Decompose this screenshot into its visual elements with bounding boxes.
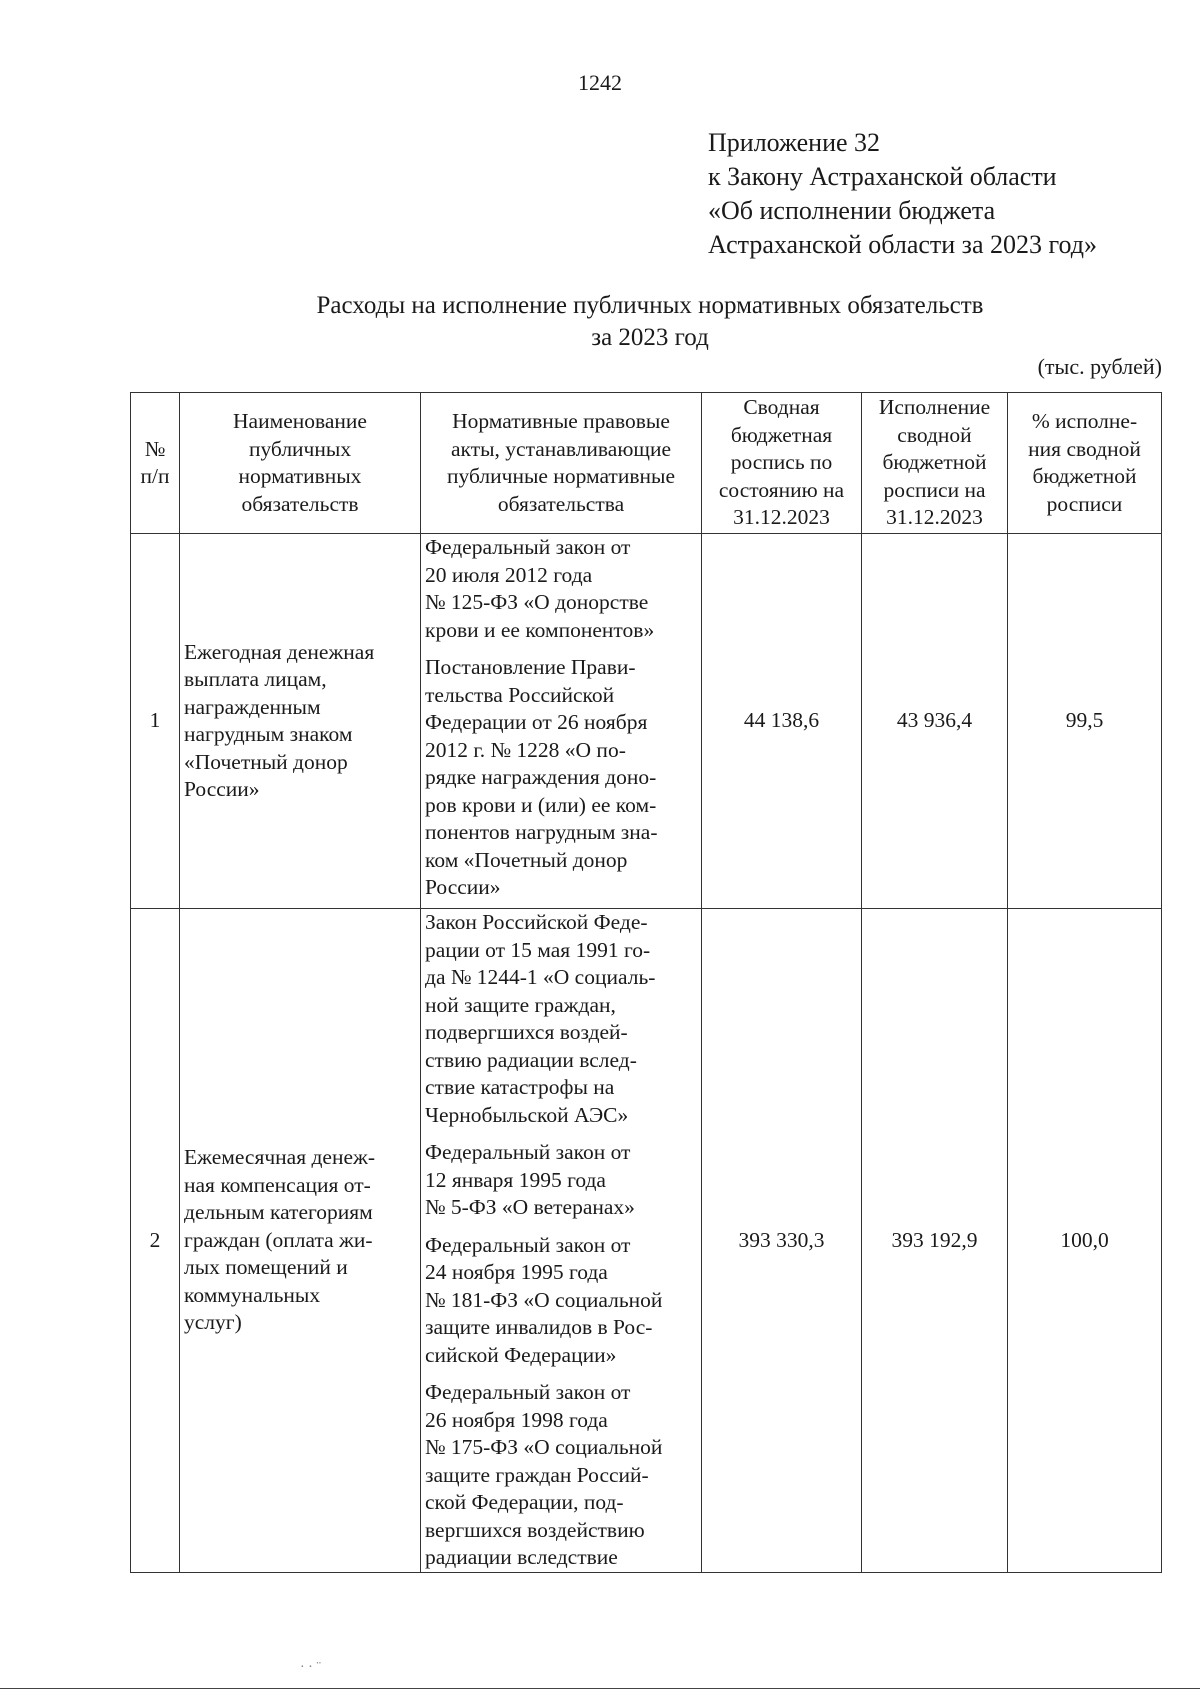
text-line: Федеральный закон от <box>425 1380 631 1404</box>
text-line: росписи на <box>883 477 986 502</box>
legal-act <box>425 1379 697 1572</box>
header-plan <box>702 393 862 534</box>
appendix-line: «Об исполнении бюджета <box>708 196 996 225</box>
text-line: Закон Российской Феде- <box>425 910 648 934</box>
bottom-rule <box>0 1688 1200 1689</box>
header-exec <box>862 393 1008 534</box>
text-line: бюджетной <box>882 450 987 475</box>
text-line: п/п <box>140 464 170 488</box>
legal-act <box>425 909 697 1129</box>
text-line: ской Федерации, под- <box>425 1490 624 1514</box>
text-line: Исполнение <box>878 395 991 420</box>
text-line: вергшихся воздействию <box>425 1517 645 1542</box>
text-line: бюджетная <box>730 422 833 447</box>
text-line: акты, устанавливающие <box>450 436 672 461</box>
execution-percent: 99,5 <box>1008 534 1162 909</box>
text-line: 31.12.2023 <box>733 505 830 530</box>
text-line: № 5-ФЗ «О ветеранах» <box>425 1195 635 1219</box>
text-line: обязательства <box>497 491 625 516</box>
text-line: ком «Почетный донор <box>425 847 628 872</box>
header-name <box>180 393 421 534</box>
text-line: 31.12.2023 <box>886 505 983 530</box>
text-line: защите граждан Россий- <box>425 1462 649 1487</box>
text-line: ная компенсация от- <box>184 1172 371 1197</box>
text-line: Нормативные правовые <box>452 409 670 433</box>
page-number: 1242 <box>578 70 622 95</box>
text-line: № 181-ФЗ «О социальной <box>425 1287 663 1312</box>
legal-acts <box>421 909 702 1573</box>
text-line: ния сводной <box>1028 436 1141 461</box>
legal-act <box>425 534 697 644</box>
text-line: защите инвалидов в Рос- <box>425 1315 653 1339</box>
table-row <box>131 534 1162 909</box>
document-title-line: Расходы на исполнение публичных нормативных обязательств <box>316 292 984 319</box>
text-line: роспись по <box>730 450 833 475</box>
text-line: состоянию на <box>718 477 845 502</box>
text-line: № <box>144 436 166 461</box>
text-line: Наименование <box>233 409 367 433</box>
text-line: сводной <box>897 422 972 447</box>
text-line: Федеральный закон от <box>425 1140 631 1164</box>
row-number: 2 <box>131 909 180 1573</box>
document-title-line: за 2023 год <box>591 324 709 351</box>
text-line: радиации вследствие <box>425 1545 618 1569</box>
appendix-block <box>708 126 1097 262</box>
text-line: ствие катастрофы на <box>425 1075 615 1099</box>
text-line: Чернобыльской АЭС» <box>425 1102 629 1127</box>
text-line: России» <box>184 777 260 801</box>
appendix-line: Астраханской области за 2023 год» <box>708 230 1097 259</box>
text-line: Ежегодная денежная <box>184 639 375 664</box>
text-line: 12 января 1995 года <box>425 1167 606 1192</box>
text-line: граждан (оплата жи- <box>184 1227 373 1252</box>
text-line: подвергшихся воздей- <box>425 1020 628 1044</box>
text-line: да № 1244-1 «О социаль- <box>425 965 656 989</box>
execution-value: 43 936,4 <box>862 534 1008 909</box>
text-line: публичных <box>248 436 352 461</box>
appendix-line: Приложение 32 <box>708 128 881 157</box>
text-line: ров крови и (или) ее ком- <box>425 792 657 817</box>
legal-acts <box>421 534 702 909</box>
text-line: нормативных <box>238 464 362 488</box>
text-line: обязательств <box>241 491 359 516</box>
obligations-table <box>130 392 1162 1573</box>
text-line: ной защите граждан, <box>425 992 616 1017</box>
text-line: выплата лицам, <box>184 667 327 691</box>
text-line: публичные нормативные <box>447 464 675 488</box>
text-line: «Почетный донор <box>184 749 348 774</box>
header-pct <box>1008 393 1162 534</box>
legal-act <box>425 1139 697 1222</box>
text-line: лых помещений и <box>184 1255 348 1279</box>
text-line: понентов нагрудным зна- <box>425 820 658 844</box>
legal-act <box>425 654 697 902</box>
budget-plan-value: 44 138,6 <box>702 534 862 909</box>
header-acts <box>421 393 702 534</box>
execution-value: 393 192,9 <box>862 909 1008 1573</box>
table-row <box>131 909 1162 1573</box>
text-line: Федеральный закон от <box>425 1232 631 1257</box>
text-line: крови и ее компонентов» <box>425 617 655 642</box>
text-line: Федерации от 26 ноября <box>425 710 648 734</box>
document-title <box>0 290 1200 354</box>
text-line: нагрудным знаком <box>184 722 353 746</box>
text-line: 26 ноября 1998 года <box>425 1407 608 1432</box>
units-note: (тыс. рублей) <box>1037 354 1162 379</box>
text-line: Постановление Прави- <box>425 655 636 679</box>
obligation-name <box>180 534 421 909</box>
text-line: росписи <box>1046 491 1123 516</box>
text-line: % исполне- <box>1031 409 1138 433</box>
scan-artifact: · · ¨ <box>300 1660 321 1675</box>
text-line: коммунальных <box>184 1282 321 1307</box>
text-line: тельства Российской <box>425 682 615 707</box>
table-header-row <box>131 393 1162 534</box>
text-line: № 175-ФЗ «О социальной <box>425 1435 663 1459</box>
text-line: услуг) <box>184 1310 242 1334</box>
text-line: 2012 г. № 1228 «О по- <box>425 737 626 762</box>
text-line: 20 июля 2012 года <box>425 562 593 587</box>
text-line: Ежемесячная денеж- <box>184 1145 376 1169</box>
text-line: России» <box>425 875 501 899</box>
text-line: бюджетной <box>1032 464 1137 488</box>
text-line: Сводная <box>743 395 820 420</box>
row-number: 1 <box>131 534 180 909</box>
text-line: рации от 15 мая 1991 го- <box>425 937 651 962</box>
text-line: сийской Федерации» <box>425 1342 617 1367</box>
text-line: № 125-ФЗ «О донорстве <box>425 590 649 614</box>
obligation-name <box>180 909 421 1573</box>
text-line: 24 ноября 1995 года <box>425 1260 608 1284</box>
text-line: награжденным <box>184 694 321 719</box>
budget-plan-value: 393 330,3 <box>702 909 862 1573</box>
text-line: Федеральный закон от <box>425 535 631 559</box>
header-num <box>131 393 180 534</box>
appendix-line: к Закону Астраханской области <box>708 162 1057 191</box>
execution-percent: 100,0 <box>1008 909 1162 1573</box>
text-line: рядке награждения доно- <box>425 765 657 789</box>
text-line: ствию радиации вслед- <box>425 1047 637 1072</box>
text-line: дельным категориям <box>184 1200 373 1224</box>
legal-act <box>425 1232 697 1370</box>
